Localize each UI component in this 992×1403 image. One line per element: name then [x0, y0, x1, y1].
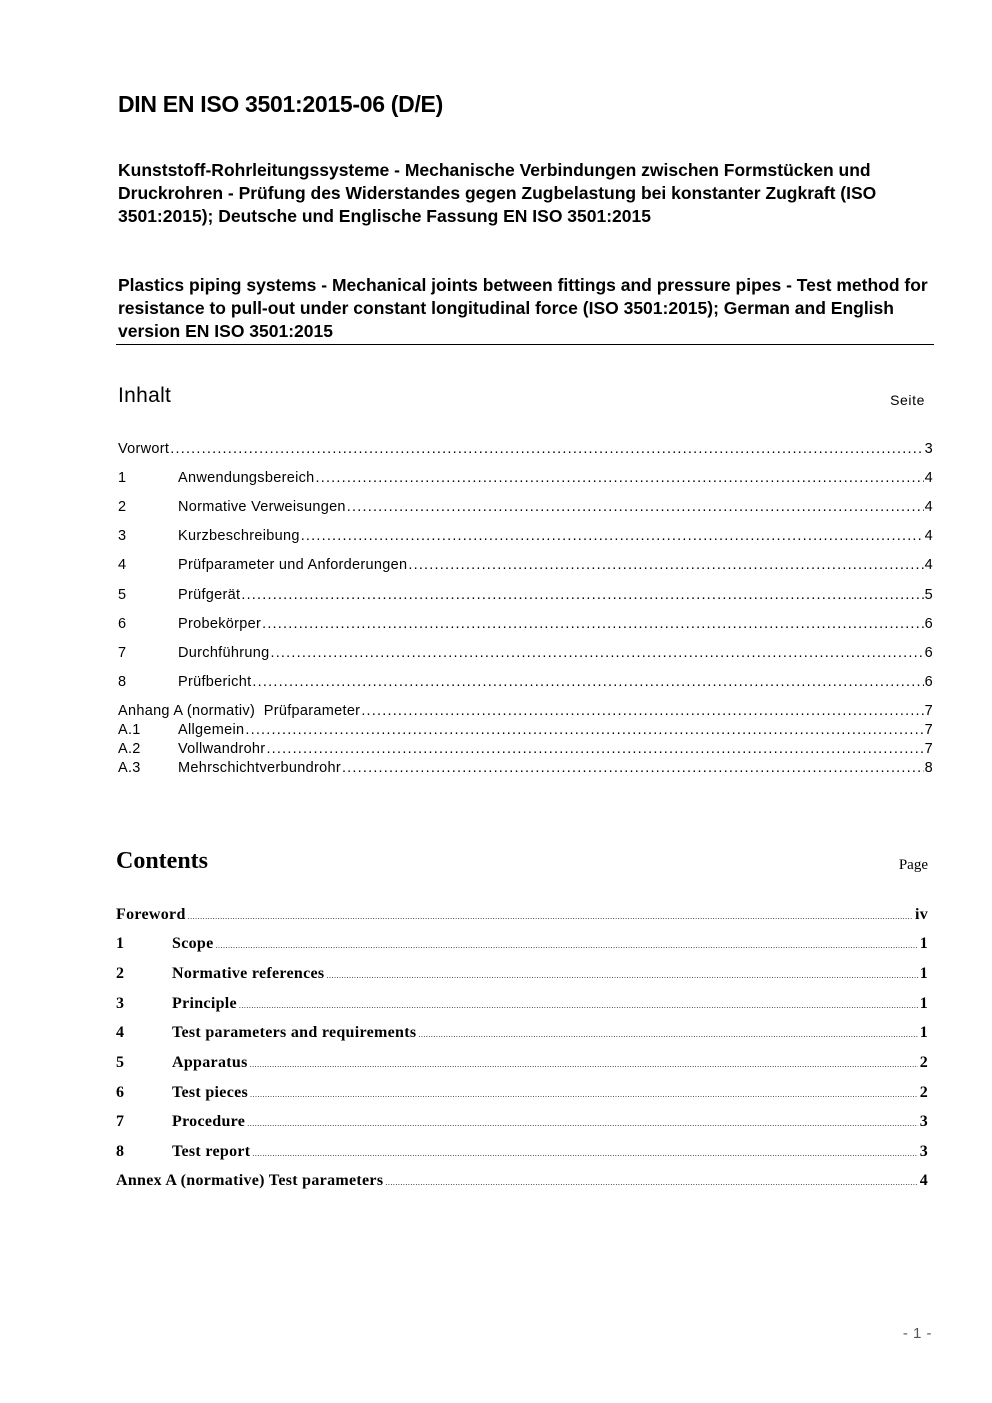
- toc-entry-label: Anwendungsbereich: [178, 470, 315, 486]
- german-title: Kunststoff-Rohrleitungssysteme - Mechanische Verbindungen zwischen Formstücken und Druckrohren - Prüfung des Widerstandes gegen Zugbelastung bei konstanter Zugkraft (ISO 3501:2015); Deutsche und Englische Fassung EN ISO 3501:2015: [118, 160, 877, 226]
- toc-entry-number: 7: [116, 1113, 125, 1130]
- toc-entry-page: 4: [924, 528, 933, 544]
- toc-leader-dots: [247, 1114, 917, 1134]
- toc-entry-number: 4: [118, 557, 127, 573]
- toc-entry-label: Vorwort: [118, 441, 170, 457]
- toc-german-entry[interactable]: [118, 740, 933, 758]
- toc-entry-page: 7: [924, 703, 933, 719]
- toc-entry-number: 3: [116, 995, 125, 1012]
- toc-entry-number: 5: [118, 587, 127, 603]
- toc-entry-number: 7: [118, 645, 127, 661]
- toc-english-entry[interactable]: [116, 1023, 928, 1043]
- toc-entry-number: 1: [118, 470, 127, 486]
- toc-entry-label: Principle: [172, 995, 237, 1012]
- toc-leader-dots: [245, 721, 923, 739]
- toc-entry-number: 1: [116, 935, 125, 952]
- toc-german-entry[interactable]: [118, 556, 933, 574]
- title-divider: [116, 344, 934, 345]
- toc-leader-dots: [241, 586, 923, 604]
- toc-leader-dots: [342, 759, 924, 777]
- toc-entry-number: 2: [118, 499, 127, 515]
- toc-entry-label: Normative references: [172, 965, 325, 982]
- toc-entry-label: Prüfbericht: [178, 674, 252, 690]
- page-number: - 1 -: [902, 1325, 932, 1342]
- toc-entry-label: Scope: [172, 935, 214, 952]
- toc-entry-page: 6: [924, 645, 933, 661]
- toc-entry-page: 8: [924, 760, 933, 776]
- toc-german-entry[interactable]: [118, 615, 933, 633]
- toc-entry-number: 3: [118, 528, 127, 544]
- toc-german-entry[interactable]: [118, 702, 933, 720]
- toc-english-entry[interactable]: [116, 934, 928, 954]
- toc-entry-page: 3: [919, 1113, 928, 1130]
- toc-entry-number: A.1: [118, 722, 141, 738]
- toc-english-entry[interactable]: [116, 1112, 928, 1132]
- toc-entry-label: Test report: [172, 1143, 251, 1160]
- toc-leader-dots: [270, 644, 923, 662]
- toc-entry-page: 3: [919, 1143, 928, 1160]
- toc-english-entry[interactable]: [116, 1142, 928, 1162]
- toc-entry-page: 4: [924, 470, 933, 486]
- toc-entry-page: 4: [924, 557, 933, 573]
- toc-entry-page: iv: [914, 906, 928, 923]
- toc-english-entry[interactable]: [116, 1171, 928, 1191]
- toc-entry-page: 1: [919, 995, 928, 1012]
- toc-leader-dots: [188, 907, 913, 927]
- toc-entry-number: 4: [116, 1024, 125, 1041]
- toc-entry-number: A.2: [118, 741, 141, 757]
- toc-entry-label: Test pieces: [172, 1084, 249, 1101]
- toc-english-entry[interactable]: [116, 994, 928, 1014]
- toc-german-entry[interactable]: [118, 440, 933, 458]
- toc-german-entry[interactable]: [118, 759, 933, 777]
- toc-leader-dots: [216, 936, 918, 956]
- toc-entry-page: 2: [919, 1084, 928, 1101]
- toc-leader-dots: [418, 1025, 917, 1045]
- toc-entry-label: Allgemein: [178, 722, 245, 738]
- toc-english-heading: Contents: [116, 848, 209, 874]
- toc-leader-dots: [301, 527, 924, 545]
- toc-entry-number: 6: [116, 1084, 125, 1101]
- toc-german-entry[interactable]: [118, 527, 933, 545]
- toc-leader-dots: [361, 702, 923, 720]
- toc-german-entry[interactable]: [118, 721, 933, 739]
- toc-entry-number: 8: [118, 674, 127, 690]
- toc-entry-label: Annex A (normative) Test parameters: [116, 1172, 384, 1189]
- toc-entry-label: Foreword: [116, 906, 186, 923]
- toc-entry-label: Prüfparameter und Anforderungen: [178, 557, 408, 573]
- toc-leader-dots: [316, 469, 924, 487]
- toc-leader-dots: [262, 615, 924, 633]
- toc-english-entry[interactable]: [116, 964, 928, 984]
- toc-leader-dots: [239, 996, 918, 1016]
- toc-entry-number: 5: [116, 1054, 125, 1071]
- english-title: Plastics piping systems - Mechanical joints between fittings and pressure pipes - Test method for resistance to pull-out under constant longitudinal force (ISO 3501:2015); German and English version EN ISO 3501:2015: [118, 275, 928, 341]
- toc-leader-dots: [252, 673, 923, 691]
- toc-entry-page: 3: [924, 441, 933, 457]
- toc-entry-page: 7: [924, 722, 933, 738]
- toc-entry-page: 1: [919, 935, 928, 952]
- toc-entry-page: 6: [924, 616, 933, 632]
- toc-entry-page: 1: [919, 1024, 928, 1041]
- toc-german-entry[interactable]: [118, 498, 933, 516]
- toc-entry-page: 5: [924, 587, 933, 603]
- toc-entry-page: 4: [919, 1172, 928, 1189]
- toc-entry-number: 2: [116, 965, 125, 982]
- toc-leader-dots: [170, 440, 923, 458]
- toc-entry-number: A.3: [118, 760, 141, 776]
- toc-entry-label: Test parameters and requirements: [172, 1024, 417, 1041]
- toc-german-entry[interactable]: [118, 673, 933, 691]
- toc-entry-label: Probekörper: [178, 616, 262, 632]
- toc-leader-dots: [266, 740, 923, 758]
- toc-leader-dots: [250, 1085, 918, 1105]
- toc-entry-label: Normative Verweisungen: [178, 499, 346, 515]
- toc-leader-dots: [385, 1173, 917, 1193]
- toc-entry-label: Mehrschichtverbundrohr: [178, 760, 341, 776]
- toc-german-page-label: Seite: [890, 392, 925, 408]
- toc-english-entry[interactable]: [116, 1053, 928, 1073]
- toc-english-entry[interactable]: [116, 905, 928, 925]
- toc-leader-dots: [250, 1055, 918, 1075]
- toc-entry-number: 8: [116, 1143, 125, 1160]
- toc-leader-dots: [252, 1144, 917, 1164]
- toc-entry-page: 2: [919, 1054, 928, 1071]
- toc-entry-label: Anhang A (normativ) Prüfparameter: [118, 703, 361, 719]
- document-title: DIN EN ISO 3501:2015-06 (D/E): [118, 91, 443, 117]
- toc-entry-label: Prüfgerät: [178, 587, 241, 603]
- toc-entry-page: 4: [924, 499, 933, 515]
- toc-english-entry[interactable]: [116, 1083, 928, 1103]
- toc-leader-dots: [408, 556, 923, 574]
- toc-german-entry[interactable]: [118, 586, 933, 604]
- toc-entry-label: Durchführung: [178, 645, 270, 661]
- toc-leader-dots: [326, 966, 917, 986]
- toc-german-entry[interactable]: [118, 644, 933, 662]
- toc-entry-page: 1: [919, 965, 928, 982]
- toc-entry-label: Procedure: [172, 1113, 246, 1130]
- toc-entry-page: 7: [924, 741, 933, 757]
- toc-entry-number: 6: [118, 616, 127, 632]
- toc-entry-page: 6: [924, 674, 933, 690]
- toc-entry-label: Apparatus: [172, 1054, 248, 1071]
- toc-entry-label: Vollwandrohr: [178, 741, 266, 757]
- toc-leader-dots: [347, 498, 924, 516]
- toc-german-heading: Inhalt: [118, 384, 172, 407]
- toc-german-entry[interactable]: [118, 469, 933, 487]
- toc-english-page-label: Page: [898, 857, 928, 873]
- toc-entry-label: Kurzbeschreibung: [178, 528, 300, 544]
